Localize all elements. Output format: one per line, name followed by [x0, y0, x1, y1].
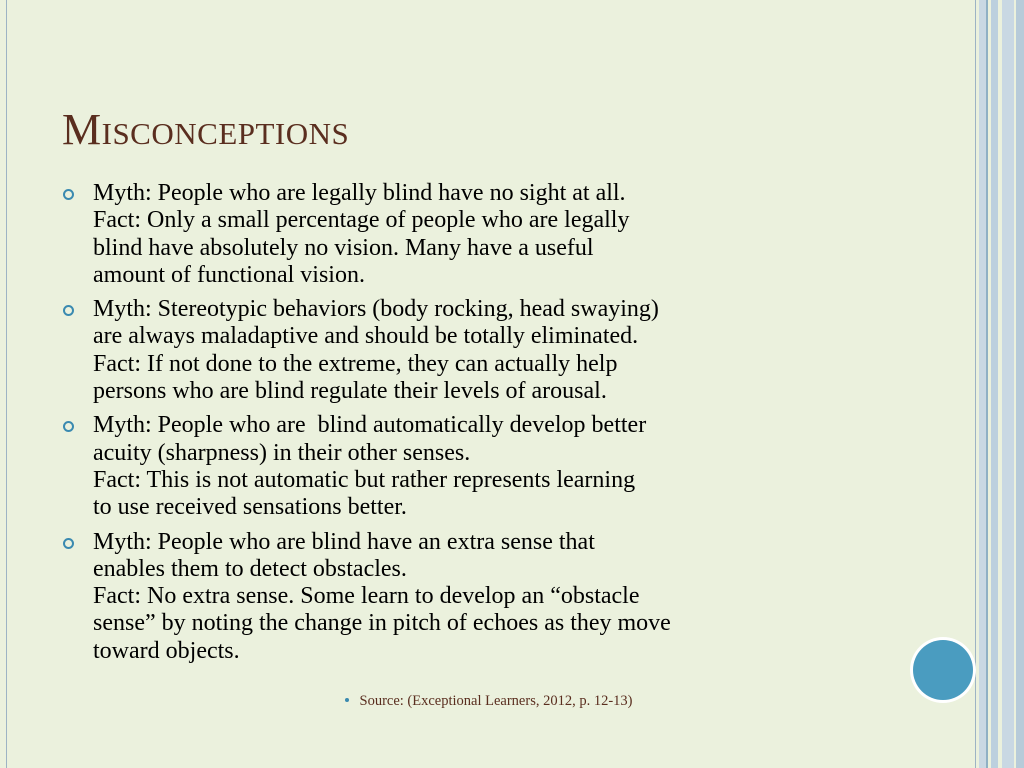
slide-title: Misconceptions — [62, 105, 350, 154]
source-citation — [330, 676, 633, 727]
bullet-item — [62, 180, 882, 289]
bullet-line: enables them to detect obstacles. — [93, 555, 407, 582]
decorative-stripe — [979, 0, 986, 768]
bullet-line: Fact: If not done to the extreme, they can actually help — [93, 350, 618, 377]
bullet-line: Myth: People who are blind have an extra sense that — [93, 528, 595, 555]
bullet-line: are always maladaptive and should be totally eliminated. — [93, 323, 639, 350]
bullet-item — [62, 529, 882, 665]
bullet-circle-icon — [63, 189, 74, 200]
source-text: Source: (Exceptional Learners, 2012, p. 12-13) — [359, 693, 633, 709]
bullet-line: Fact: This is not automatic but rather represents learning — [93, 466, 636, 493]
decorative-stripe — [991, 0, 998, 768]
bullet-line: Fact: No extra sense. Some learn to develop an “obstacle — [93, 583, 640, 610]
bullet-circle-icon — [63, 421, 74, 432]
bullet-dot-icon — [345, 698, 349, 702]
bullet-item — [62, 412, 882, 521]
bullet-line: toward objects. — [93, 637, 240, 664]
bullet-line: sense” by noting the change in pitch of echoes as they move — [93, 610, 671, 637]
bullet-line: Myth: People who are blind automatically develop better — [93, 412, 647, 439]
bullet-line: Fact: Only a small percentage of people who are legally — [93, 207, 630, 234]
decorative-stripe — [986, 0, 988, 768]
bullet-line: to use received sensations better. — [93, 494, 407, 521]
bullet-line: Myth: People who are legally blind have no sight at all. — [93, 180, 626, 206]
bullet-circle-icon — [63, 305, 74, 316]
decorative-circle-icon — [913, 640, 973, 700]
decorative-stripe — [1016, 0, 1024, 768]
bullet-line: persons who are blind regulate their levels of arousal. — [93, 378, 607, 405]
bullet-line: amount of functional vision. — [93, 261, 365, 288]
bullet-line: acuity (sharpness) in their other senses. — [93, 439, 471, 466]
bullet-circle-icon — [63, 538, 74, 549]
bullet-list — [62, 180, 882, 672]
bullet-item — [62, 296, 882, 405]
bullet-line: blind have absolutely no vision. Many have a useful — [93, 234, 594, 261]
bullet-line: Myth: Stereotypic behaviors (body rocking, head swaying) — [93, 296, 659, 323]
decorative-stripe — [1002, 0, 1014, 768]
